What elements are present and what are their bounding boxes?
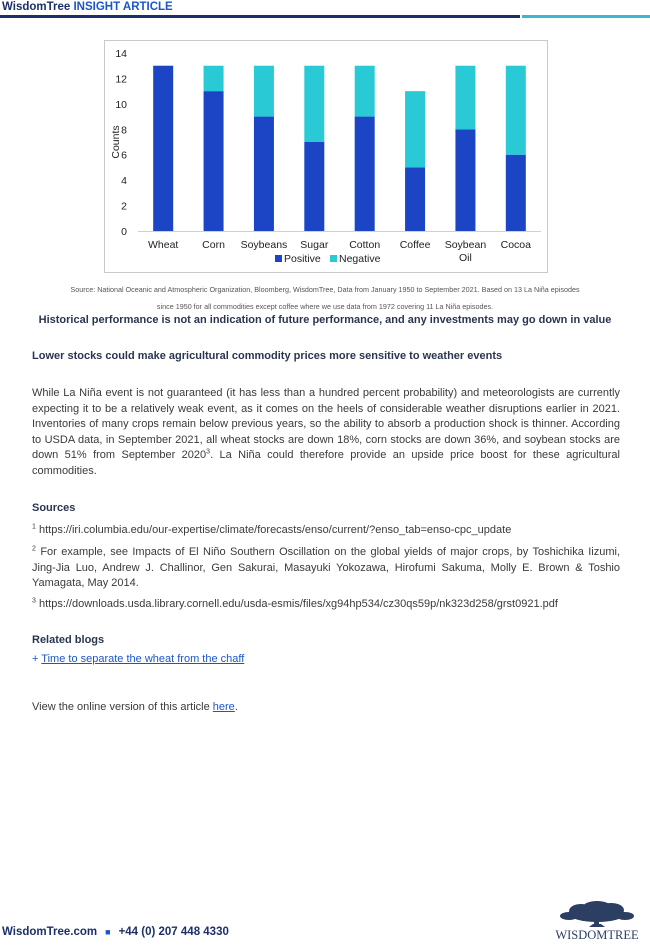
- y-tick-label: 4: [121, 175, 127, 188]
- source-note-3: [32, 597, 620, 613]
- source-note-1: [32, 523, 620, 539]
- footer-phone: +44 (0) 207 448 4330: [118, 926, 229, 938]
- tree-icon: [545, 898, 649, 942]
- bar-negative-soybean-oil: [455, 66, 475, 130]
- y-tick-label: 8: [121, 124, 127, 137]
- source-text: https://iri.columbia.edu/our-expertise/climate/forecasts/enso/current/?enso_tab=enso-cpc_update: [38, 524, 512, 536]
- online-prefix: View the online version of this article: [32, 701, 213, 713]
- body-part-2: . La Niña could therefore provide an upside price boost for these agricultural commodities.: [32, 449, 620, 477]
- x-tick-label: Cotton: [349, 239, 381, 251]
- x-tick-label: Sugar: [300, 239, 329, 251]
- online-version-link[interactable]: here: [212, 701, 235, 713]
- source-text: https://downloads.usda.library.cornell.edu/usda-esmis/files/xg94hp534/cz30qs59p/nk323d258/grst0921.pdf: [38, 598, 558, 610]
- source-text: For example, see Impacts of El Niño Southern Oscillation on the global yields of major crops, by Toshichika Iizumi, Jing-Jia Luo, Andrew J. Challinor, Gen Sakurai, Masayuki Yokozawa, Hirofumi Sakuma, Molly E. Brown & Toshio Yamagata, May 2014.: [32, 546, 620, 590]
- source-num: 2: [32, 545, 36, 553]
- header-label: INSIGHT ARTICLE: [73, 1, 173, 13]
- x-tick-label: Cocoa: [500, 239, 531, 251]
- chart-source-line-1: Source: National Oceanic and Atmospheric Organization, Bloomberg, WisdomTree, Data from January 1950 to September 2021. Based on 13 La Niña episodes: [70, 285, 580, 294]
- y-tick-label: 12: [115, 73, 127, 86]
- bar-negative-corn: [204, 66, 224, 91]
- y-tick-label: 2: [121, 200, 127, 213]
- x-tick-label: Soybean Oil: [444, 239, 487, 264]
- chart-source-line-2: since 1950 for all commodities except coffee where we use data from 1972 covering 11 La Niña episodes.: [156, 302, 494, 311]
- y-tick-label: 0: [121, 226, 127, 238]
- wisdomtree-logo: [545, 898, 649, 942]
- plus-icon: +: [32, 653, 39, 665]
- legend-swatch-positive: [275, 255, 282, 262]
- footer-contact: [2, 926, 229, 938]
- footnote-ref[interactable]: 3: [206, 448, 211, 456]
- bar-positive-cotton: [355, 117, 375, 231]
- bar-positive-corn: [204, 91, 224, 231]
- y-tick-label: 10: [115, 98, 127, 111]
- bar-negative-sugar: [304, 66, 324, 142]
- header-title: [2, 1, 173, 13]
- footer-website[interactable]: WisdomTree.com: [2, 926, 98, 938]
- header-brand: WisdomTree: [2, 1, 71, 13]
- y-tick-label: 14: [115, 48, 127, 60]
- header-rule-dark: [0, 15, 520, 18]
- performance-disclaimer: Historical performance is not an indication of future performance, and any investments may go down in value: [38, 314, 612, 326]
- related-blog-link[interactable]: Time to separate the wheat from the chaff: [41, 653, 245, 665]
- bullet-icon: ■: [105, 927, 111, 937]
- logo-wordmark: WISDOMTREE: [555, 928, 639, 942]
- x-tick-label: Soybeans: [240, 239, 288, 251]
- bar-positive-sugar: [304, 142, 324, 231]
- legend-label-negative: Negative: [339, 253, 381, 265]
- related-blogs-title: Related blogs: [32, 634, 105, 646]
- bar-positive-soybean-oil: [455, 129, 475, 231]
- legend-swatch-negative: [330, 255, 337, 262]
- online-version-line: [32, 700, 620, 716]
- body-part-1: While La Niña event is not guaranteed (it has less than a hundred percent probability) and meteorologists are currently expecting it to be a relatively weak event, as it comes on the heels of considerable weather disruptions earlier in 2021. Inventories of many crops remain below previous years, so the ability to absorb a production shock is thinner. According to USDA data, in September 2021, all wheat stocks are down 18%, corn stocks are down 36%, and soybean stocks are down 51% from September 2020: [32, 387, 620, 462]
- sources-title: Sources: [32, 502, 76, 514]
- related-blog-item: [32, 652, 620, 668]
- bar-negative-coffee: [405, 91, 425, 167]
- y-axis-label: Counts: [110, 125, 122, 159]
- stacked-bar-chart: [105, 41, 549, 274]
- y-tick-label: 6: [121, 149, 127, 162]
- bar-positive-coffee: [405, 167, 425, 231]
- header-rule-light: [522, 15, 650, 18]
- source-note-2: [32, 545, 620, 592]
- chart-frame: [104, 40, 548, 273]
- bar-negative-cotton: [355, 66, 375, 117]
- online-suffix: .: [234, 701, 238, 713]
- bar-positive-soybeans: [254, 117, 274, 231]
- x-tick-label: Coffee: [399, 239, 431, 251]
- bar-negative-soybeans: [254, 66, 274, 117]
- section-subheading: Lower stocks could make agricultural commodity prices more sensitive to weather events: [32, 350, 503, 362]
- x-tick-label: Wheat: [148, 239, 179, 251]
- bar-negative-cocoa: [506, 66, 526, 155]
- legend-label-positive: Positive: [284, 253, 321, 265]
- body-paragraph: [32, 386, 620, 480]
- source-num: 3: [32, 597, 36, 605]
- bar-positive-cocoa: [506, 155, 526, 231]
- page-header: [0, 0, 650, 20]
- bar-positive-wheat: [153, 66, 173, 231]
- x-tick-label: Corn: [202, 239, 225, 251]
- source-num: 1: [32, 523, 36, 531]
